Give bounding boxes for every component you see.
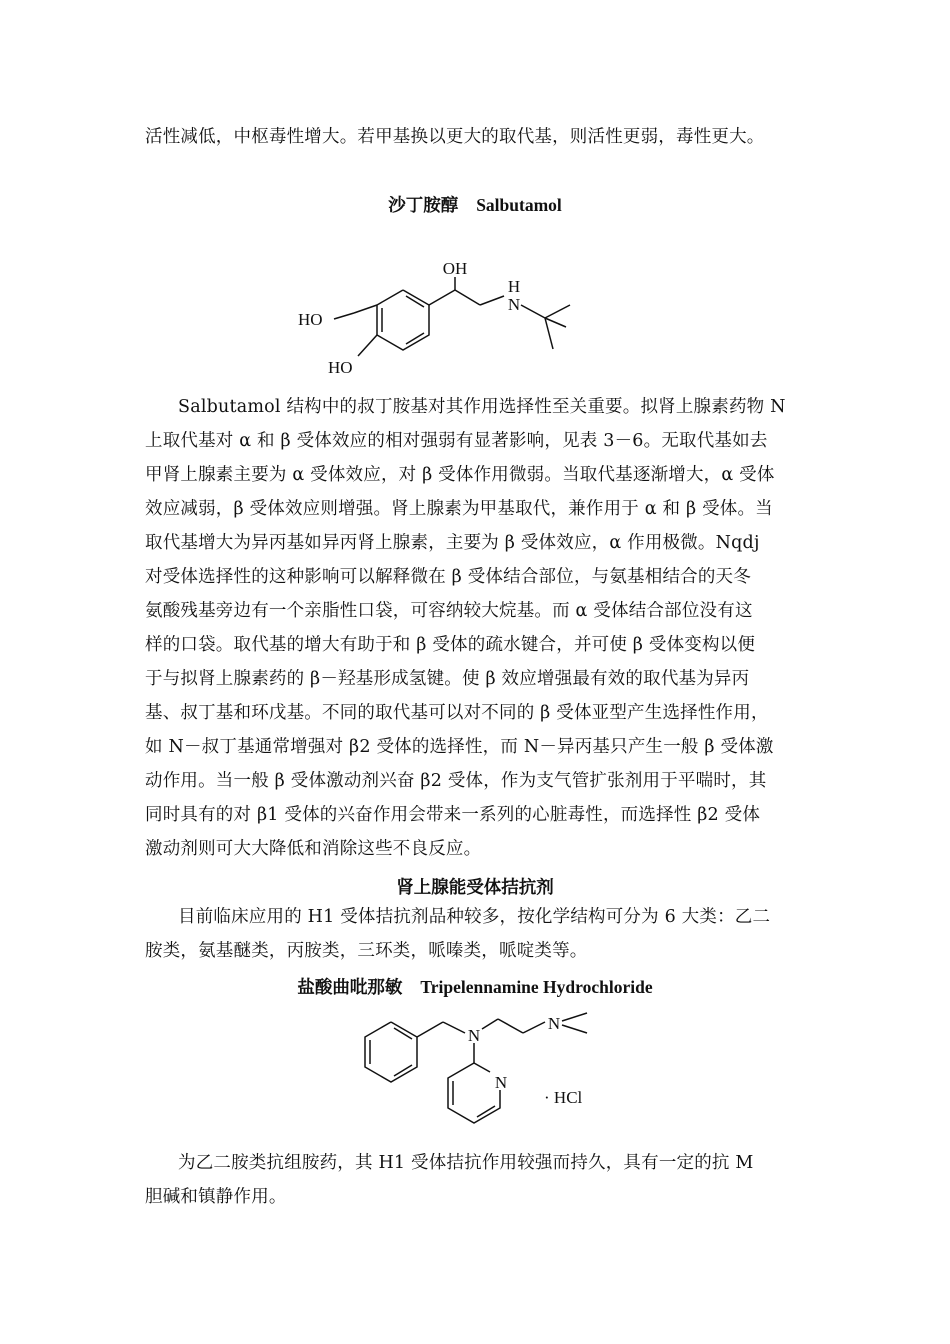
paragraph-1-line: 取代基增大为异丙基如异丙肾上腺素，主要为 β 受体效应，α 作用极微。Nqdj — [145, 533, 760, 553]
intro-line: 活性减低，中枢毒性增大。若甲基换以更大的取代基，则活性更弱，毒性更大。 — [145, 127, 765, 147]
salbutamol-nh-h-label: H — [507, 277, 521, 296]
salbutamol-nh-n-label: N — [507, 295, 521, 314]
tripelennamine-title-en: Tripelennamine Hydrochloride — [420, 977, 653, 997]
tripelennamine-title-cn: 盐酸曲吡那敏 — [297, 978, 403, 998]
paragraph-1-line: 上取代基对 α 和 β 受体效应的相对强弱有显著影响，见表 3－6。无取代基如去 — [145, 431, 768, 451]
paragraph-1-line: 甲肾上腺素主要为 α 受体效应，对 β 受体作用微弱。当取代基逐渐增大，α 受体 — [145, 465, 775, 485]
paragraph-1-line: 对受体选择性的这种影响可以解释微在 β 受体结合部位，与氨基相结合的天冬 — [145, 567, 751, 587]
paragraph-1-line: 基、叔丁基和环戊基。不同的取代基可以对不同的 β 受体亚型产生选择性作用， — [145, 703, 769, 723]
paragraph-3-line: 胆碱和镇静作用。 — [145, 1187, 287, 1207]
tripelennamine-hcl-label: · HCl — [544, 1088, 583, 1107]
tripelennamine-heading — [0, 974, 950, 999]
paragraph-3-line: 为乙二胺类抗组胺药，其 H1 受体拮抗作用较强而持久，具有一定的抗 M — [178, 1153, 754, 1173]
paragraph-1-line: 效应减弱，β 受体效应则增强。肾上腺素为甲基取代，兼作用于 α 和 β 受体。当 — [145, 499, 773, 519]
paragraph-1-line: 氨酸残基旁边有一个亲脂性口袋，可容纳较大烷基。而 α 受体结合部位没有这 — [145, 601, 753, 621]
paragraph-1-line: 于与拟肾上腺素药的 β－羟基形成氢键。使 β 效应增强最有效的取代基为异丙 — [145, 669, 750, 689]
paragraph-1-line: 如 N－叔丁基通常增强对 β2 受体的选择性，而 N－异丙基只产生一般 β 受体激 — [145, 737, 774, 757]
paragraph-1-line: 同时具有的对 β1 受体的兴奋作用会带来一系列的心脏毒性，而选择性 β2 受体 — [145, 805, 761, 825]
paragraph-1-line: 动作用。当一般 β 受体激动剂兴奋 β2 受体，作为支气管扩张剂用于平喘时，其 — [145, 771, 767, 791]
tripelennamine-n-center-label: N — [467, 1026, 481, 1045]
tripelennamine-n-right-label: N — [547, 1014, 561, 1033]
salbutamol-ho-left-label: HO — [298, 310, 323, 329]
salbutamol-bonds — [334, 277, 570, 356]
paragraph-2-line: 目前临床应用的 H1 受体拮抗剂品种较多，按化学结构可分为 6 大类：乙二 — [178, 907, 771, 927]
paragraph-1-line: Salbutamol 结构中的叔丁胺基对其作用选择性至关重要。拟肾上腺素药物 N — [178, 397, 786, 417]
paragraph-1-line: 激动剂则可大大降低和消除这些不良反应。 — [145, 839, 482, 859]
salbutamol-oh-top-label: OH — [442, 259, 468, 278]
tripelennamine-structure — [355, 1005, 605, 1140]
salbutamol-ho-bottom-label: HO — [328, 358, 353, 377]
tripelennamine-n-pyridine-label: N — [494, 1073, 508, 1092]
salbutamol-structure — [290, 255, 590, 385]
paragraph-2-line: 胺类，氨基醚类，丙胺类，三环类，哌嗪类，哌啶类等。 — [145, 941, 588, 961]
salbutamol-heading — [0, 192, 950, 217]
salbutamol-title-en: Salbutamol — [476, 195, 562, 215]
section-heading: 肾上腺能受体拮抗剂 — [396, 878, 554, 898]
salbutamol-title-cn: 沙丁胺醇 — [388, 196, 459, 216]
paragraph-1-line: 样的口袋。取代基的增大有助于和 β 受体的疏水键合，并可使 β 受体变构以便 — [145, 635, 756, 655]
